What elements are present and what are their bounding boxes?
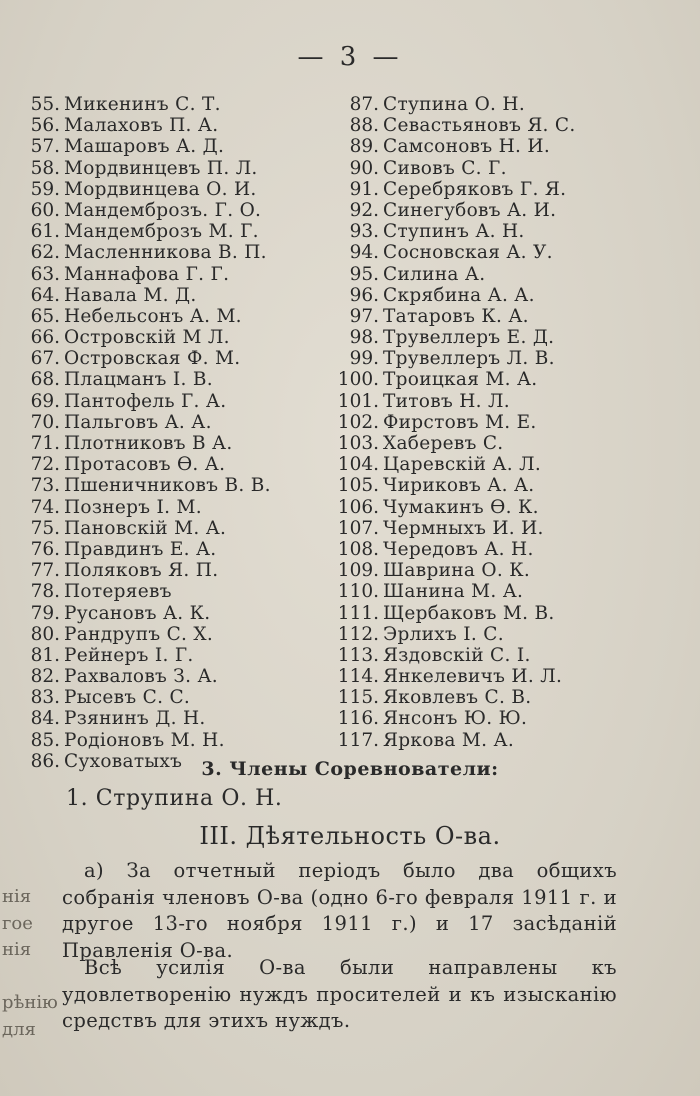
member-entry [335, 454, 685, 475]
member-name: Плацманъ І. В. [64, 369, 213, 391]
member-number: 99. [349, 348, 379, 370]
member-name: Микенинъ С. Т. [64, 94, 221, 115]
member-entry [20, 327, 340, 348]
member-entry [20, 412, 340, 433]
member-name: Мандемброзъ М. Г. [64, 221, 259, 243]
member-entry [335, 306, 685, 327]
member-entry [20, 264, 340, 285]
member-number: 90. [349, 157, 379, 179]
member-entry [335, 285, 685, 306]
member-name: Плотниковъ В А. [64, 433, 233, 454]
member-name: Серебряковъ Г. Я. [383, 178, 567, 200]
member-name: Трувеллеръ Л. В. [383, 348, 555, 370]
page-number: — 3 — [297, 42, 403, 72]
member-name: Титовъ Н. Л. [383, 390, 510, 412]
activity-paragraph-2: Всѣ усилія О-ва были направлены къ удовлетворенію нуждъ просителей и къ изысканію средствъ для этихъ нуждъ. [62, 956, 617, 1032]
margin-fragment: рѣнію [2, 992, 58, 1013]
member-name: Шанина М. А. [383, 581, 524, 603]
member-name: Островская Ф. М. [64, 348, 241, 370]
member-name: Царевскій А. Л. [383, 454, 542, 476]
member-number: 56. [30, 115, 60, 137]
member-name: Русановъ А. К. [64, 602, 211, 624]
member-number: 94. [349, 242, 379, 264]
member-number: 97. [349, 305, 379, 327]
member-number: 67. [30, 348, 60, 370]
member-entry [335, 518, 685, 539]
member-number: 78. [30, 581, 60, 603]
member-name: Троицкая М. А. [383, 369, 538, 391]
member-name: Янсонъ Ю. Ю. [383, 708, 528, 730]
member-number: 98. [349, 327, 379, 349]
activity-paragraph-1: а) За отчетный періодъ было два общихъ собранія членовъ О-ва (одно 6-го февраля 1911 г. и другое 13-го ноября 1911 г.) и 17 засѣданій Правленія О-ва. [62, 859, 617, 962]
member-number: 114. [337, 666, 379, 688]
member-name: Суховатыхъ [64, 750, 183, 772]
member-number: 66. [30, 327, 60, 349]
member-entry [335, 730, 685, 751]
member-name: Самсоновъ Н. И. [383, 136, 551, 158]
member-entry [335, 624, 685, 645]
member-number: 77. [30, 560, 60, 582]
margin-fragment: для [2, 1018, 36, 1040]
member-entry [20, 687, 340, 708]
member-entry [20, 497, 340, 518]
member-number: 65. [30, 305, 60, 327]
member-name: Машаровъ А. Д. [64, 136, 225, 158]
member-entry [335, 645, 685, 666]
member-name: Синегубовъ А. И. [383, 199, 557, 221]
member-name: Масленникова В. П. [64, 242, 267, 264]
member-name: Сивовъ С. Г. [383, 157, 507, 179]
member-number: 110. [337, 581, 379, 603]
member-number: 84. [30, 708, 60, 730]
member-entry [335, 158, 685, 179]
section-3-item: 1. Струпина О. Н. [66, 786, 283, 811]
member-name: Рандрупъ С. Х. [64, 623, 214, 645]
member-number: 81. [30, 644, 60, 666]
member-entry [20, 730, 340, 751]
member-entry [20, 603, 340, 624]
member-name: Яковлевъ С. В. [383, 687, 532, 709]
member-number: 80. [30, 623, 60, 645]
member-number: 109. [337, 560, 379, 582]
member-entry [20, 179, 340, 200]
member-number: 71. [30, 433, 60, 454]
member-entry [20, 136, 340, 157]
member-name: Трувеллеръ Е. Д. [383, 327, 555, 349]
member-entry [335, 221, 685, 242]
member-number: 63. [30, 263, 60, 285]
member-name: Ступинъ А. Н. [383, 221, 525, 243]
member-entry [20, 158, 340, 179]
member-name: Малаховъ П. А. [64, 115, 219, 137]
member-name: Пшеничниковъ В. В. [64, 475, 271, 497]
member-entry [20, 539, 340, 560]
member-entry [335, 200, 685, 221]
member-name: Сосновская А. У. [383, 242, 553, 264]
member-number: 116. [337, 708, 379, 730]
member-entry [20, 242, 340, 263]
member-number: 86. [30, 750, 60, 772]
member-number: 87. [349, 94, 379, 115]
member-entry [20, 306, 340, 327]
member-entry [20, 624, 340, 645]
member-name: Пановскій М. А. [64, 517, 227, 539]
member-name: Рысевъ С. С. [64, 687, 191, 709]
member-number: 100. [337, 369, 379, 391]
member-name: Шаврина О. К. [383, 560, 530, 582]
member-entry [20, 94, 340, 115]
member-entry [335, 264, 685, 285]
member-name: Скрябина А. А. [383, 284, 535, 306]
member-number: 106. [337, 496, 379, 518]
member-number: 59. [30, 178, 60, 200]
member-number: 91. [349, 178, 379, 200]
member-name: Потеряевъ [64, 581, 172, 603]
member-name: Чириковъ А. А. [383, 475, 535, 497]
members-list-right [335, 94, 685, 751]
member-entry [335, 666, 685, 687]
members-list-left [20, 94, 340, 772]
member-name: Островскій М Л. [64, 327, 230, 349]
margin-fragment: гое [2, 912, 33, 934]
member-name: Янкелевичъ И. Л. [383, 666, 563, 688]
member-entry [335, 327, 685, 348]
member-number: 85. [30, 729, 60, 751]
member-number: 104. [337, 454, 379, 476]
member-name: Рейнеръ І. Г. [64, 644, 194, 666]
member-name: Силина А. [383, 263, 486, 285]
margin-fragment: нія [2, 939, 32, 960]
member-entry [335, 708, 685, 729]
member-name: Яркова М. А. [383, 729, 515, 751]
member-number: 89. [349, 136, 379, 158]
member-name: Рзянинъ Д. Н. [64, 708, 206, 730]
member-number: 82. [30, 666, 60, 688]
member-name: Правдинъ Е. А. [64, 538, 217, 560]
member-name: Чермныхъ И. И. [383, 517, 544, 539]
margin-bleed-fragments [2, 884, 60, 1043]
member-number: 69. [30, 390, 60, 412]
member-number: 107. [337, 517, 379, 539]
member-entry [20, 645, 340, 666]
member-entry [20, 518, 340, 539]
member-name: Пантофель Г. А. [64, 390, 227, 412]
member-number: 55. [30, 94, 60, 115]
member-number: 73. [30, 475, 60, 497]
member-number: 111. [337, 602, 379, 624]
member-entry [335, 475, 685, 496]
member-entry [335, 179, 685, 200]
member-name: Поляковъ Я. П. [64, 560, 219, 582]
member-entry [335, 94, 685, 115]
member-entry [20, 115, 340, 136]
member-name: Чередовъ А. Н. [383, 538, 534, 560]
member-entry [335, 539, 685, 560]
member-entry [20, 666, 340, 687]
member-number: 101. [337, 390, 379, 412]
member-number: 75. [30, 517, 60, 539]
member-number: 62. [30, 242, 60, 264]
member-name: Мандемброзъ. Г. О. [64, 199, 262, 221]
member-entry [335, 348, 685, 369]
margin-fragment: нія [2, 886, 32, 907]
member-number: 112. [337, 623, 379, 645]
member-entry [20, 348, 340, 369]
member-entry [20, 391, 340, 412]
member-entry [335, 497, 685, 518]
member-number: 105. [337, 475, 379, 497]
member-number: 96. [349, 284, 379, 306]
member-entry [335, 369, 685, 390]
member-name: Протасовъ Ѳ. А. [64, 454, 226, 476]
member-name: Познеръ І. М. [64, 496, 202, 518]
member-number: 83. [30, 687, 60, 709]
member-number: 88. [349, 115, 379, 137]
member-name: Ступина О. Н. [383, 94, 526, 115]
member-name: Яздовскій С. І. [383, 644, 531, 666]
member-entry [335, 115, 685, 136]
member-entry [335, 433, 685, 454]
member-name: Рахваловъ З. А. [64, 666, 218, 688]
member-number: 72. [30, 454, 60, 476]
member-number: 70. [30, 411, 60, 433]
member-entry [20, 285, 340, 306]
member-entry [20, 475, 340, 496]
member-number: 76. [30, 538, 60, 560]
member-name: Хаберевъ С. [383, 433, 504, 454]
member-entry [335, 560, 685, 581]
member-entry [335, 242, 685, 263]
member-entry [335, 603, 685, 624]
member-number: 95. [349, 263, 379, 285]
member-name: Севастьяновъ Я. С. [383, 115, 576, 137]
member-number: 92. [349, 199, 379, 221]
section-3-heading: 3. Члены Соревнователи: [201, 758, 499, 780]
section-iii-heading: III. Дѣятельность О-ва. [199, 822, 501, 850]
member-number: 102. [337, 411, 379, 433]
member-number: 117. [337, 729, 379, 751]
member-number: 113. [337, 644, 379, 666]
member-name: Небельсонъ А. М. [64, 305, 242, 327]
member-name: Щербаковъ М. В. [383, 602, 555, 624]
member-number: 68. [30, 369, 60, 391]
member-entry [335, 581, 685, 602]
member-entry [20, 369, 340, 390]
member-name: Фирстовъ М. Е. [383, 411, 537, 433]
member-entry [20, 708, 340, 729]
member-entry [20, 221, 340, 242]
member-number: 74. [30, 496, 60, 518]
member-number: 57. [30, 136, 60, 158]
member-entry [335, 391, 685, 412]
member-number: 103. [337, 433, 379, 454]
member-number: 58. [30, 157, 60, 179]
member-name: Эрлихъ І. С. [383, 623, 504, 645]
member-name: Мордвинцевъ П. Л. [64, 157, 258, 179]
member-name: Мордвинцева О. И. [64, 178, 257, 200]
member-number: 79. [30, 602, 60, 624]
member-number: 93. [349, 221, 379, 243]
member-name: Маннафова Г. Г. [64, 263, 230, 285]
member-number: 61. [30, 221, 60, 243]
member-number: 108. [337, 538, 379, 560]
member-name: Родіоновъ М. Н. [64, 729, 225, 751]
member-entry [20, 560, 340, 581]
member-entry [335, 136, 685, 157]
member-entry [20, 454, 340, 475]
member-number: 115. [337, 687, 379, 709]
member-name: Татаровъ К. А. [383, 305, 529, 327]
member-name: Чумакинъ Ѳ. К. [383, 496, 539, 518]
member-entry [335, 687, 685, 708]
member-number: 60. [30, 199, 60, 221]
member-name: Навала М. Д. [64, 284, 197, 306]
member-name: Пальговъ А. А. [64, 411, 212, 433]
member-entry [20, 200, 340, 221]
member-entry [335, 412, 685, 433]
member-entry [20, 433, 340, 454]
member-entry [20, 581, 340, 602]
member-number: 64. [30, 284, 60, 306]
